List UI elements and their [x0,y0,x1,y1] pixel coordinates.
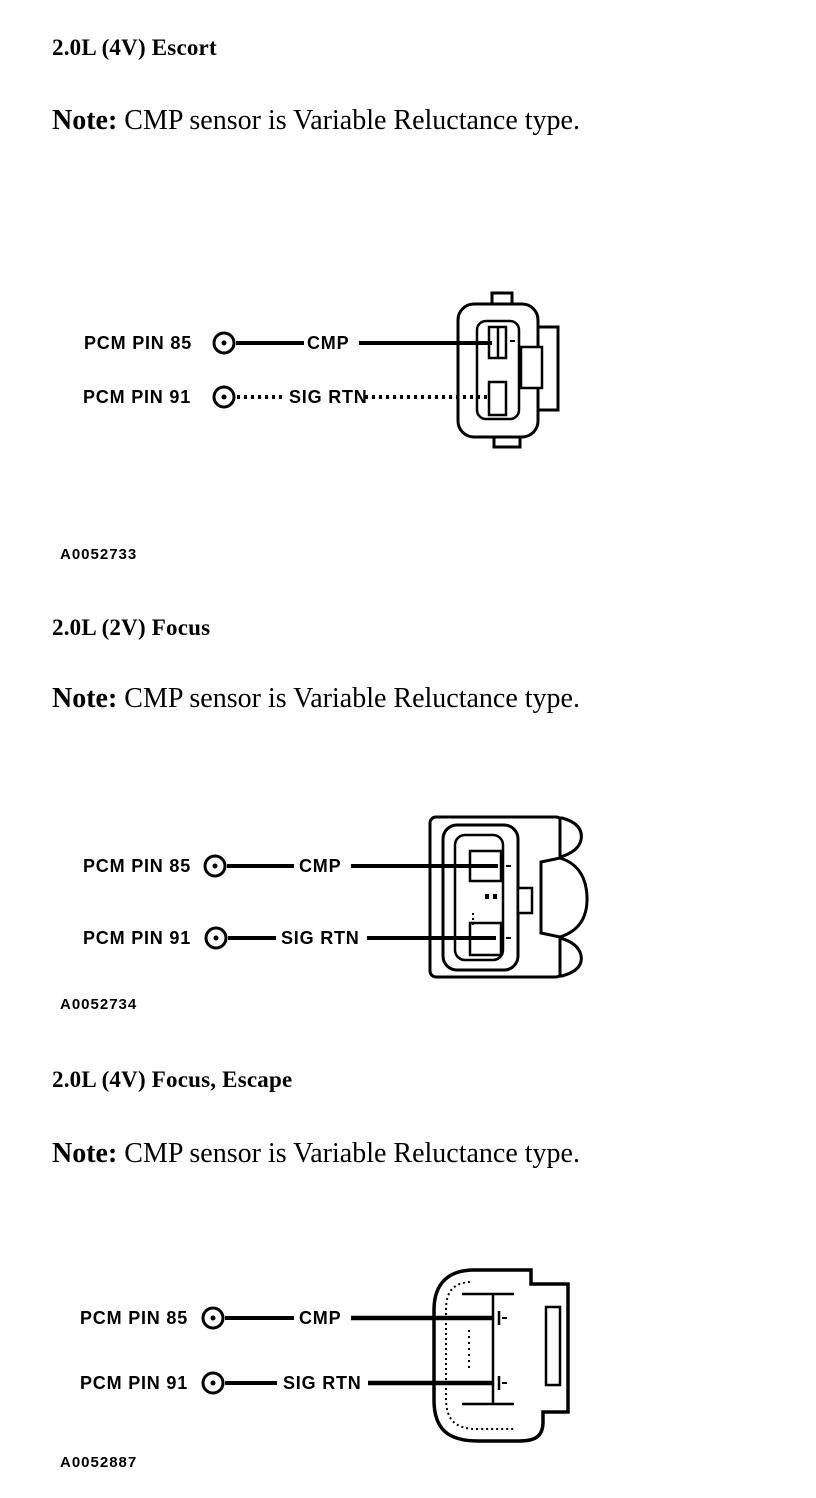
connector-drawing [458,293,558,447]
note-text: CMP sensor is Variable Reluctance type. [124,683,580,714]
wire-label-sig-rtn: SIG RTN [283,1373,362,1393]
terminal-icon [205,856,225,876]
note-text: CMP sensor is Variable Reluctance type. [124,1138,580,1169]
note-label: Note: [52,105,118,136]
terminal-icon [203,1308,223,1328]
terminal-icon [214,387,234,407]
note-label: Note: [52,683,118,714]
pcm-pin-label: PCM PIN 91 [83,928,192,948]
wire-label-sig-rtn: SIG RTN [289,387,368,407]
figure-id: A0052734 [60,996,138,1013]
terminal-icon [203,1373,223,1393]
wiring-diagram-focus-2v [0,795,640,1007]
section-heading-focus-escape: 2.0L (4V) Focus, Escape [52,1067,293,1092]
wiring-diagram-escort [0,270,640,480]
connector-drawing [430,817,587,977]
pcm-pin-label: PCM PIN 85 [83,856,192,876]
connector-drawing [434,1270,568,1441]
wiring-diagram-focus-escape [0,1250,640,1465]
pcm-pin-label: PCM PIN 85 [80,1308,189,1328]
section-heading-focus-2v: 2.0L (2V) Focus [52,615,211,640]
wire-label-cmp: CMP [299,1308,342,1328]
section-heading-escort: 2.0L (4V) Escort [52,35,217,60]
pcm-pin-label: PCM PIN 91 [80,1373,189,1393]
figure-id: A0052887 [60,1454,138,1471]
wire-label-cmp: CMP [307,333,350,353]
terminal-icon [206,928,226,948]
note-paragraph [52,104,580,138]
wire-label-cmp: CMP [299,856,342,876]
pcm-pin-label: PCM PIN 85 [84,333,193,353]
terminal-icon [214,333,234,353]
note-paragraph [52,1137,580,1171]
note-label: Note: [52,1138,118,1169]
wire-label-sig-rtn: SIG RTN [281,928,360,948]
note-paragraph [52,682,580,716]
note-text: CMP sensor is Variable Reluctance type. [124,105,580,136]
figure-id: A0052733 [60,546,138,563]
pcm-pin-label: PCM PIN 91 [83,387,192,407]
